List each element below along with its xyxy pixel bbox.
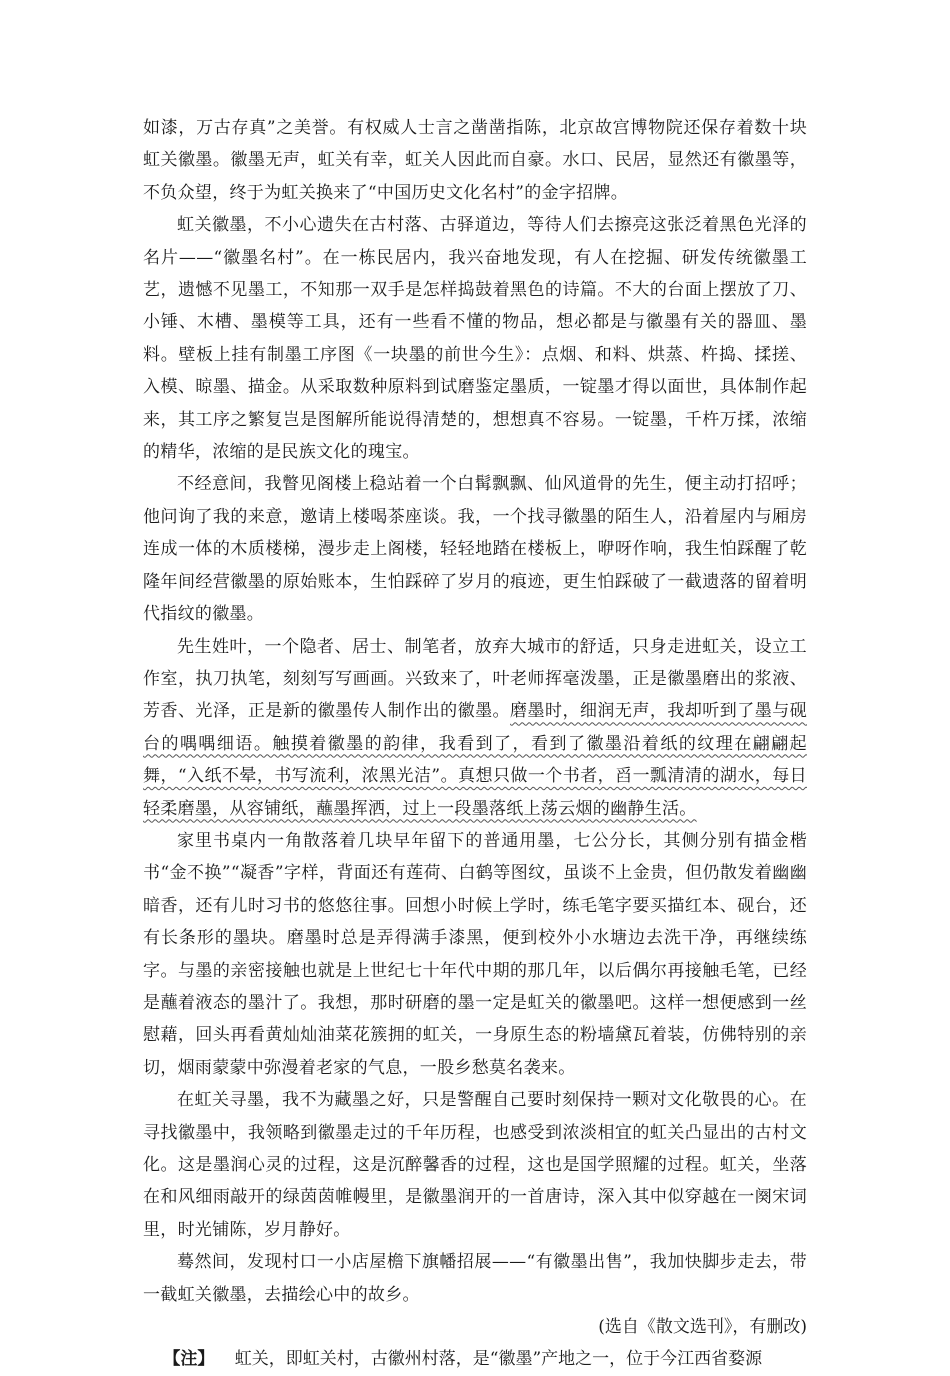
footnote-tag: 【注】 [163, 1349, 215, 1370]
footnote-text: 虹关，即虹关村，古徽州村落，是“徽墨”产地之一，位于今江西省婺源 [234, 1349, 763, 1370]
paragraph-text: 在虹关寻墨，我不为藏墨之好，只是警醒自己要时刻保持一颗对文化敬畏的心。在寻找徽墨中，我领略到徽墨走过的千年历程，也感受到浓淡相宜的虹关凸显出的古村文化。这是墨润心灵的过程，这是沉醉馨香的过程，这也是国学照耀的过程。虹关，坐落在和风细雨敲开的绿茵茵帷幔里，是徽墨润开的一首唐诗，深入其中似穿越在一阕宋词里，时光铺陈，岁月静好。 [143, 1090, 807, 1240]
article-paragraph [143, 112, 807, 209]
underlined-passage: 磨墨时，细润无声，我却听到了墨与砚台的喁喁细语。触摸着徽墨的韵律，我看到了，看到了徽墨沿着纸的纹理在翩翩起舞，“入纸不晕，书写流利，浓黑光洁”。真想只做一个书者，舀一瓢清清的湖水，每日轻柔磨墨，从容铺纸，蘸墨挥洒，过上一段墨落纸上荡云烟的幽静生活。 [143, 701, 807, 819]
paragraph-text: 虹关徽墨，不小心遗失在古村落、古驿道边，等待人们去擦亮这张泛着黑色光泽的名片——“徽墨名村”。在一栋民居内，我兴奋地发现，有人在挖掘、研发传统徽墨工艺，遗憾不见墨工，不知那一双手是怎样捣鼓着黑色的诗篇。不大的台面上摆放了刀、小锤、木槽、墨模等工具，还有一些看不懂的物品，想必都是与徽墨有关的器皿、墨料。壁板上挂有制墨工序图《一块墨的前世今生》：点烟、和料、烘蒸、杵捣、揉搓、入模、晾墨、描金。从采取数种原料到试磨鉴定墨质，一锭墨才得以面世，具体制作起来，其工序之繁复岂是图解所能说得清楚的，想想真不容易。一锭墨，千杵万揉，浓缩的精华，浓缩的是民族文化的瑰宝。 [143, 215, 807, 463]
article-paragraph [143, 825, 807, 1084]
article-paragraphs [143, 112, 807, 1311]
paragraph-text: 如漆，万古存真”之美誉。有权威人士言之凿凿指陈，北京故宫博物院还保存着数十块虹关徽墨。徽墨无声，虹关有幸，虹关人因此而自豪。水口、民居，显然还有徽墨等，不负众望，终于为虹关换来了“中国历史文化名村”的金字招牌。 [143, 118, 807, 203]
paragraph-text: 蓦然间，发现村口一小店屋檐下旗幡招展——“有徽墨出售”，我加快脚步走去，带一截虹关徽墨，去描绘心中的故乡。 [143, 1252, 807, 1305]
article-paragraph [143, 631, 807, 825]
article-paragraph [143, 468, 807, 630]
paragraph-text: 家里书桌内一角散落着几块早年留下的普通用墨，七公分长，其侧分别有描金楷书“金不换”“凝香”字样，背面还有莲荷、白鹤等图纹，虽谈不上金贵，但仍散发着幽幽暗香，还有儿时习书的悠悠往事。回想小时候上学时，练毛笔字要买描红本、砚台，还有长条形的墨块。磨墨时总是弄得满手漆黑，便到校外小水塘边去洗干净，再继续练字。与墨的亲密接触也就是上世纪七十年代中期的那几年，以后偶尔再接触毛笔，已经是蘸着液态的墨汁了。我想，那时研磨的墨一定是虹关的徽墨吧。这样一想便感到一丝慰藉，回头再看黄灿灿油菜花簇拥的虹关，一身原生态的粉墙黛瓦着装，仿佛特别的亲切，烟雨蒙蒙中弥漫着老家的气息，一股乡愁莫名袭来。 [143, 830, 807, 1078]
article-body [143, 112, 807, 1376]
source-citation: (选自《散文选刊》，有删改) [598, 1317, 807, 1338]
article-paragraph [143, 1246, 807, 1311]
article-paragraph [143, 1084, 807, 1246]
paragraph-text: 不经意间，我瞥见阁楼上稳站着一个白髯飘飘、仙风道骨的先生，便主动打招呼；他问询了我的来意，邀请上楼喝茶座谈。我，一个找寻徽墨的陌生人，沿着屋内与厢房连成一体的木质楼梯，漫步走上阁楼，轻轻地踏在楼板上，咿呀作响，我生怕踩醒了乾隆年间经营徽墨的原始账本，生怕踩碎了岁月的痕迹，更生怕踩破了一截遗落的留着明代指纹的徽墨。 [143, 474, 807, 625]
footnote [143, 1343, 807, 1375]
paragraph-text: 先生姓叶，一个隐者、居士、制笔者，放弃大城市的舒适，只身走进虹关，设立工作室，执刀执笔，刻刻写写画画。兴致来了，叶老师挥毫泼墨，正是徽墨磨出的浆液、芳香、光泽，正是新的徽墨传人制作出的徽墨。 [143, 636, 807, 722]
article-paragraph [143, 209, 807, 468]
